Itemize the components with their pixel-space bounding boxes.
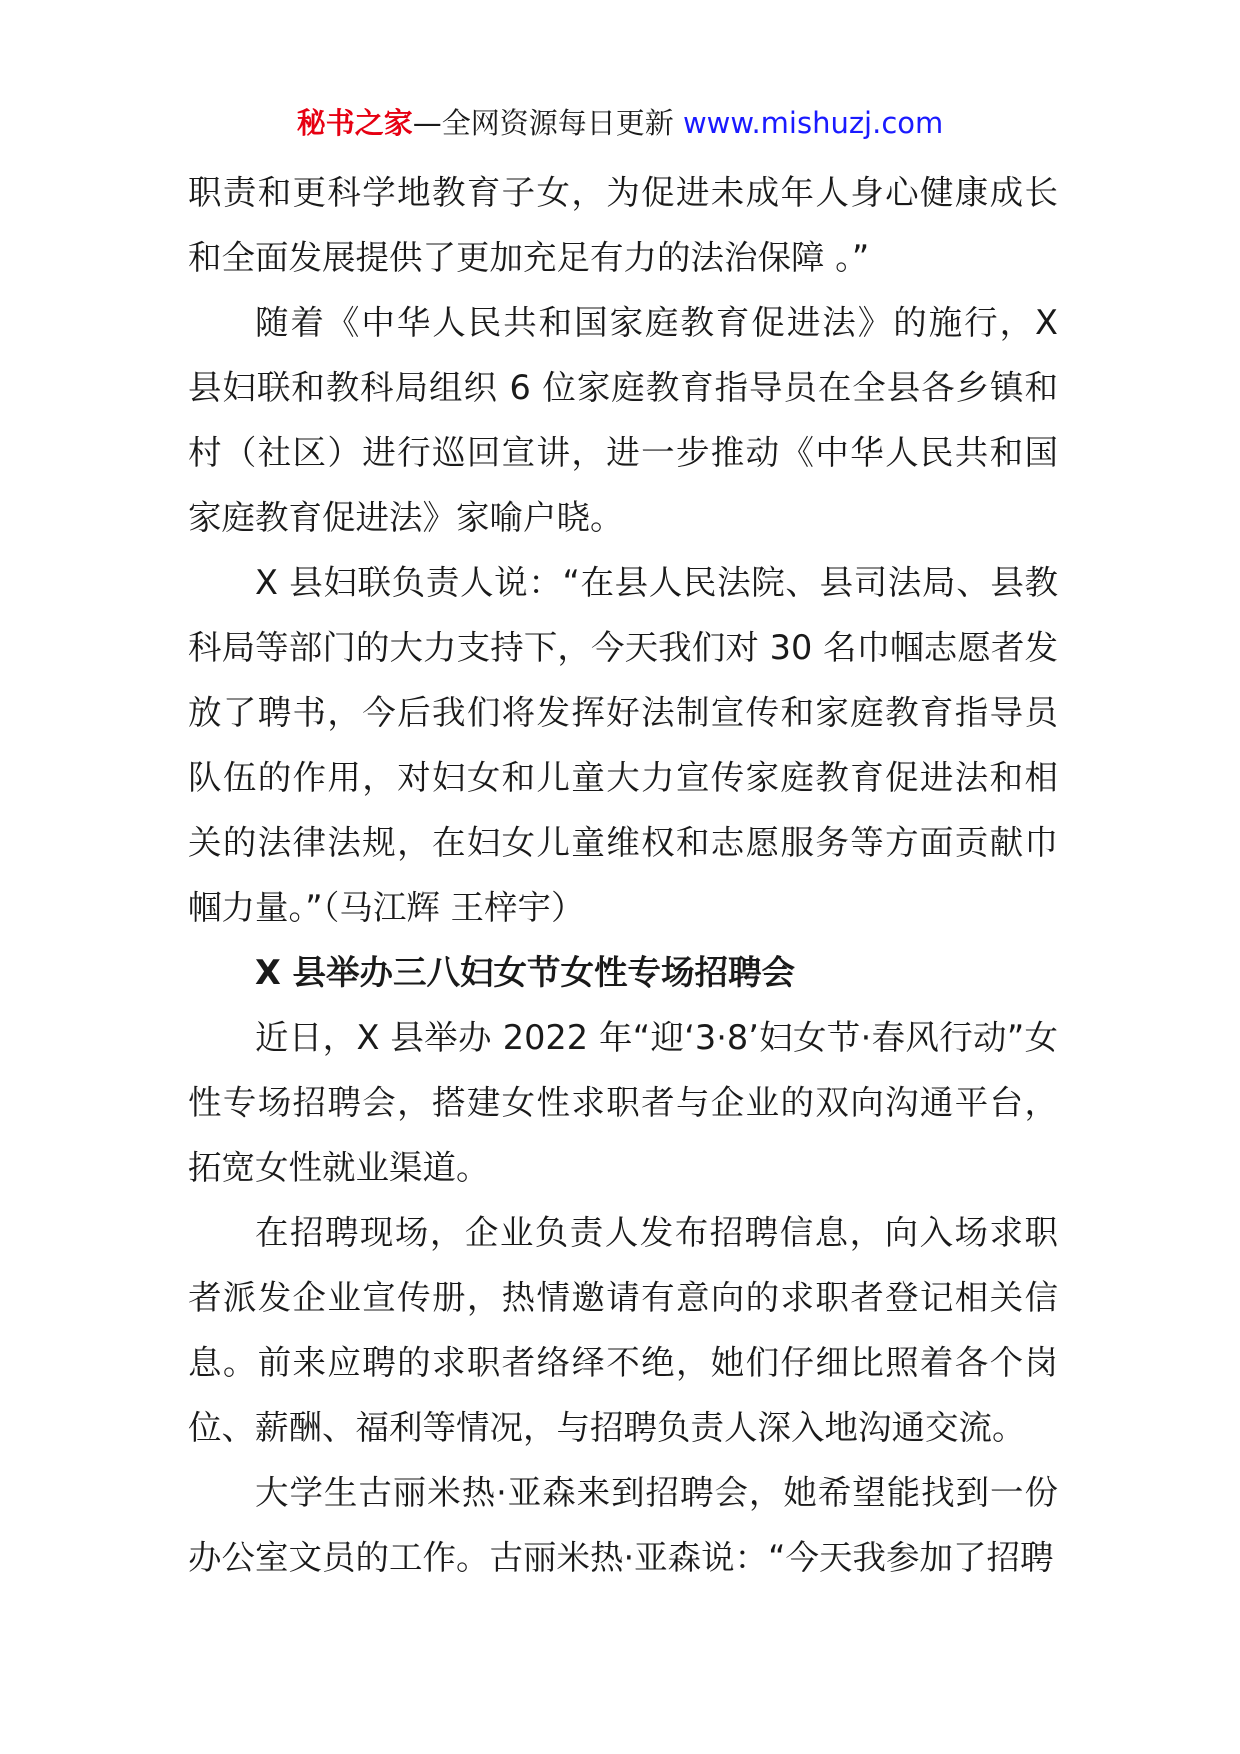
paragraph: 大学生古丽米热·亚森来到招聘会，她希望能找到一份办公室文员的工作。古丽米热·亚森说：“今天我参加了招聘 xyxy=(188,1473,1058,1577)
site-url-link[interactable]: www.mishuzj.com xyxy=(682,106,944,140)
paragraph: X 县妇联负责人说：“在县人民法院、县司法局、县教科局等部门的大力支持下，今天我们对 30 名巾帼志愿者发放了聘书，今后我们将发挥好法制宣传和家庭教育指导员队伍的作用，对妇女和儿童大力宣传家庭教育促进法和相关的法律法规，在妇女儿童维权和志愿服务等方面贡献巾帼力量。”（马江辉 王梓宇） xyxy=(188,563,1058,927)
paragraph: 随着《中华人民共和国家庭教育促进法》的施行，X 县妇联和教科局组织 6 位家庭教育指导员在全县各乡镇和村（社区）进行巡回宣讲，进一步推动《中华人民共和国家庭教育促进法》家喻户晓。 xyxy=(188,303,1058,537)
paragraph: 近日，X 县举办 2022 年“迎‘3·8’妇女节·春风行动”女性专场招聘会，搭建女性求职者与企业的双向沟通平台，拓宽女性就业渠道。 xyxy=(188,1018,1058,1187)
site-header xyxy=(0,103,1240,143)
document-body xyxy=(188,160,1058,1590)
site-brand: 秘书之家 xyxy=(296,106,413,140)
paragraph: 在招聘现场，企业负责人发布招聘信息，向入场求职者派发企业宣传册，热情邀请有意向的求职者登记相关信息。前来应聘的求职者络绎不绝，她们仔细比照着各个岗位、薪酬、福利等情况，与招聘负责人深入地沟通交流。 xyxy=(188,1213,1058,1447)
section-heading: X 县举办三八妇女节女性专场招聘会 xyxy=(255,953,795,992)
site-tagline: —全网资源每日更新 xyxy=(412,106,674,140)
paragraph-continuation: 职责和更科学地教育子女，为促进未成年人身心健康成长和全面发展提供了更加充足有力的法治保障 。” xyxy=(188,173,1058,277)
